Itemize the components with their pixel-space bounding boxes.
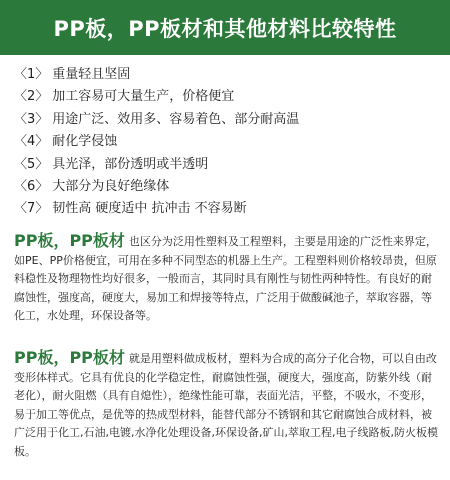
feature-text: 加工容易可大量生产，价格便宜	[52, 89, 235, 105]
feature-number: 〈1〉	[14, 67, 49, 82]
paragraph-heading: PP板，PP板材	[14, 231, 125, 250]
paragraph-heading: PP板，PP板材	[14, 348, 125, 367]
feature-number: 〈2〉	[14, 89, 49, 105]
feature-item	[14, 131, 444, 153]
feature-text: 重量轻且坚固	[52, 67, 131, 82]
feature-item	[14, 154, 444, 176]
feature-item	[14, 198, 444, 220]
description-paragraph	[14, 349, 442, 462]
feature-number: 〈3〉	[14, 111, 49, 127]
feature-number: 〈4〉	[14, 134, 49, 150]
header-banner	[0, 0, 450, 55]
paragraph-body: 就是用塑料做成板材，塑料为合成的高分子化合物，可以自由改变形体样式。它具有优良的化学稳定性，耐腐蚀性强，硬度大，强度高，防紫外线（耐老化），耐火阻燃（具有自熄性），绝缘性能可靠，表面光洁，平整，不吸水，不变形，易于加工等优点，是优等的热成型材料，能替代部分不锈钢和其它耐腐蚀合成材料，被广泛用于化工,石油,电镀,水净化处理设备,环保设备,矿山,萃取工程,电子线路板,防火板模板。	[14, 352, 438, 458]
feature-text: 韧性高 硬度适中 抗冲击 不容易断	[52, 201, 247, 217]
feature-text: 用途广泛、效用多、容易着色、部分耐高温	[52, 111, 300, 127]
feature-text: 大部分为良好绝缘体	[52, 178, 170, 194]
feature-list	[14, 64, 444, 221]
feature-text: 具光泽，部份透明或半透明	[52, 156, 209, 172]
paragraph-body: 也区分为泛用性塑料及工程塑料，主要是用途的广泛性来界定，如PE、PP价格便宜，可用在多种不同型态的机器上生产。工程塑料则价格较昂贵，但原料稳性及物理物性均好很多，一般而言，其同时具有刚性与韧性两种特性。有良好的耐腐蚀性，强度高，硬度大，易加工和焊接等特点，广泛用于做酸碱池子，萃取容器，等化工，水处理，环保设备等。	[14, 235, 437, 323]
feature-item	[14, 109, 444, 131]
feature-text: 耐化学侵蚀	[52, 134, 118, 150]
feature-number: 〈5〉	[14, 156, 49, 172]
feature-item	[14, 176, 444, 198]
feature-number: 〈6〉	[14, 178, 49, 194]
feature-item	[14, 64, 444, 86]
page-title: PP板，PP板材和其他材料比较特性	[53, 16, 397, 41]
feature-number: 〈7〉	[14, 201, 49, 217]
feature-item	[14, 86, 444, 108]
description-paragraph	[14, 232, 442, 326]
